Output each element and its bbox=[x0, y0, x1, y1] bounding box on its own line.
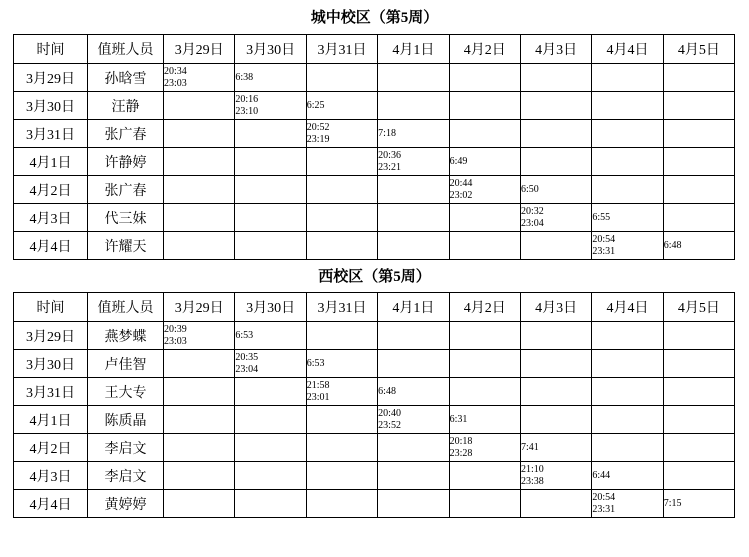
table-row bbox=[14, 322, 735, 350]
row-date-cell: 3月30日 bbox=[14, 92, 88, 120]
time-slot-cell bbox=[164, 462, 235, 490]
time-slot-cell bbox=[449, 232, 520, 260]
time-entry: 6:38 bbox=[235, 71, 254, 83]
time-slot-cell bbox=[592, 120, 663, 148]
time-slot-cell bbox=[663, 490, 734, 518]
time-slot-cell bbox=[164, 406, 235, 434]
time-slot-cell bbox=[520, 434, 591, 462]
schedule-table-2 bbox=[13, 292, 735, 518]
column-header: 3月29日 bbox=[164, 293, 235, 322]
column-header: 3月31日 bbox=[306, 35, 377, 64]
time-entry: 20:18 bbox=[449, 435, 473, 447]
column-header: 4月1日 bbox=[378, 293, 449, 322]
time-slot-cell bbox=[235, 176, 306, 204]
time-slot-cell bbox=[520, 148, 591, 176]
time-entry: 23:10 bbox=[235, 105, 259, 117]
time-entry: 6:48 bbox=[378, 385, 396, 397]
time-slot-cell bbox=[378, 120, 449, 148]
time-entry: 20:52 bbox=[306, 121, 330, 133]
time-entry: 20:54 bbox=[592, 233, 616, 245]
time-entry: 20:32 bbox=[520, 205, 544, 217]
time-slot-cell bbox=[378, 490, 449, 518]
table-row bbox=[14, 406, 735, 434]
time-slot-cell bbox=[164, 434, 235, 462]
duty-person-cell: 许静婷 bbox=[88, 148, 164, 176]
column-header: 4月3日 bbox=[520, 293, 591, 322]
time-slot-cell bbox=[306, 406, 377, 434]
time-slot-cell bbox=[592, 490, 663, 518]
column-header: 4月4日 bbox=[592, 293, 663, 322]
time-entry: 23:03 bbox=[164, 335, 187, 347]
time-slot-cell bbox=[592, 322, 663, 350]
time-slot-cell bbox=[164, 490, 235, 518]
time-slot-cell bbox=[449, 350, 520, 378]
time-slot-cell bbox=[306, 176, 377, 204]
time-slot-cell bbox=[449, 406, 520, 434]
time-entry: 6:44 bbox=[592, 469, 611, 481]
column-header: 4月1日 bbox=[378, 35, 449, 64]
row-date-cell: 4月3日 bbox=[14, 204, 88, 232]
time-slot-cell bbox=[663, 462, 734, 490]
row-date-cell: 4月2日 bbox=[14, 434, 88, 462]
row-date-cell: 4月1日 bbox=[14, 148, 88, 176]
time-entry: 20:54 bbox=[592, 491, 616, 503]
time-slot-cell bbox=[663, 350, 734, 378]
column-header: 值班人员 bbox=[88, 293, 164, 322]
time-slot-cell bbox=[663, 406, 734, 434]
time-slot-cell bbox=[592, 176, 663, 204]
time-slot-cell bbox=[378, 322, 449, 350]
duty-person-cell: 张广春 bbox=[88, 120, 164, 148]
duty-person-cell: 陈质晶 bbox=[88, 406, 164, 434]
row-date-cell: 3月31日 bbox=[14, 120, 88, 148]
row-date-cell: 4月4日 bbox=[14, 232, 88, 260]
time-slot-cell bbox=[449, 120, 520, 148]
time-slot-cell bbox=[306, 232, 377, 260]
time-slot-cell bbox=[520, 378, 591, 406]
time-slot-cell bbox=[164, 92, 235, 120]
table-row bbox=[14, 64, 735, 92]
time-slot-cell bbox=[164, 350, 235, 378]
table-header-row bbox=[14, 293, 735, 322]
time-slot-cell bbox=[449, 204, 520, 232]
time-slot-cell bbox=[306, 434, 377, 462]
time-slot-cell bbox=[663, 232, 734, 260]
time-slot-cell bbox=[378, 148, 449, 176]
time-entry: 23:02 bbox=[449, 189, 473, 201]
row-date-cell: 4月3日 bbox=[14, 462, 88, 490]
time-slot-cell bbox=[164, 64, 235, 92]
time-slot-cell bbox=[592, 434, 663, 462]
time-slot-cell bbox=[306, 148, 377, 176]
time-slot-cell bbox=[520, 64, 591, 92]
time-slot-cell bbox=[592, 148, 663, 176]
time-slot-cell bbox=[164, 378, 235, 406]
time-slot-cell bbox=[235, 322, 306, 350]
column-header: 3月29日 bbox=[164, 35, 235, 64]
row-date-cell: 3月31日 bbox=[14, 378, 88, 406]
time-slot-cell bbox=[592, 64, 663, 92]
time-slot-cell bbox=[378, 350, 449, 378]
time-slot-cell bbox=[663, 176, 734, 204]
time-entry: 20:16 bbox=[235, 93, 259, 105]
time-slot-cell bbox=[449, 434, 520, 462]
time-entry: 20:34 bbox=[164, 65, 187, 77]
column-header: 3月30日 bbox=[235, 35, 306, 64]
column-header: 4月4日 bbox=[592, 35, 663, 64]
row-date-cell: 4月4日 bbox=[14, 490, 88, 518]
time-slot-cell bbox=[235, 378, 306, 406]
time-slot-cell bbox=[449, 462, 520, 490]
column-header: 3月31日 bbox=[306, 293, 377, 322]
time-slot-cell bbox=[378, 462, 449, 490]
time-slot-cell bbox=[378, 204, 449, 232]
time-slot-cell bbox=[592, 378, 663, 406]
time-entry: 20:40 bbox=[378, 407, 401, 419]
column-header: 时间 bbox=[14, 35, 88, 64]
column-header: 4月2日 bbox=[449, 293, 520, 322]
time-slot-cell bbox=[164, 120, 235, 148]
time-slot-cell bbox=[235, 406, 306, 434]
time-slot-cell bbox=[306, 462, 377, 490]
table-row bbox=[14, 378, 735, 406]
time-slot-cell bbox=[164, 204, 235, 232]
duty-person-cell: 王大专 bbox=[88, 378, 164, 406]
column-header: 4月5日 bbox=[663, 35, 734, 64]
time-slot-cell bbox=[520, 204, 591, 232]
time-entry: 20:36 bbox=[378, 149, 401, 161]
duty-person-cell: 李启文 bbox=[88, 462, 164, 490]
time-entry: 23:04 bbox=[520, 217, 544, 229]
time-entry: 23:52 bbox=[378, 419, 401, 431]
table-row bbox=[14, 434, 735, 462]
time-entry: 23:03 bbox=[164, 77, 187, 89]
time-slot-cell bbox=[592, 350, 663, 378]
time-entry: 23:28 bbox=[449, 447, 473, 459]
time-slot-cell bbox=[520, 232, 591, 260]
time-slot-cell bbox=[306, 490, 377, 518]
time-slot-cell bbox=[520, 406, 591, 434]
time-entry: 6:49 bbox=[449, 155, 468, 167]
table-row bbox=[14, 204, 735, 232]
time-slot-cell bbox=[520, 462, 591, 490]
column-header: 4月2日 bbox=[449, 35, 520, 64]
time-slot-cell bbox=[663, 64, 734, 92]
time-slot-cell bbox=[306, 120, 377, 148]
duty-person-cell: 代三妹 bbox=[88, 204, 164, 232]
time-entry: 23:31 bbox=[592, 503, 616, 515]
time-slot-cell bbox=[520, 120, 591, 148]
schedule-table-1 bbox=[13, 34, 735, 260]
row-date-cell: 3月30日 bbox=[14, 350, 88, 378]
time-slot-cell bbox=[235, 462, 306, 490]
row-date-cell: 3月29日 bbox=[14, 64, 88, 92]
time-slot-cell bbox=[449, 176, 520, 204]
time-slot-cell bbox=[306, 350, 377, 378]
time-entry: 6:48 bbox=[663, 239, 682, 251]
time-slot-cell bbox=[235, 350, 306, 378]
time-entry: 20:35 bbox=[235, 351, 259, 363]
time-slot-cell bbox=[592, 406, 663, 434]
time-slot-cell bbox=[164, 148, 235, 176]
time-slot-cell bbox=[235, 148, 306, 176]
time-slot-cell bbox=[378, 92, 449, 120]
time-slot-cell bbox=[235, 434, 306, 462]
column-header: 4月5日 bbox=[663, 293, 734, 322]
time-slot-cell bbox=[306, 92, 377, 120]
time-slot-cell bbox=[378, 64, 449, 92]
time-slot-cell bbox=[449, 378, 520, 406]
time-slot-cell bbox=[378, 406, 449, 434]
time-entry: 7:41 bbox=[520, 441, 539, 453]
duty-person-cell: 卢佳智 bbox=[88, 350, 164, 378]
duty-person-cell: 李启文 bbox=[88, 434, 164, 462]
duty-person-cell: 汪静 bbox=[88, 92, 164, 120]
time-slot-cell bbox=[663, 148, 734, 176]
time-slot-cell bbox=[663, 322, 734, 350]
table-row bbox=[14, 490, 735, 518]
duty-person-cell: 许耀天 bbox=[88, 232, 164, 260]
table-row bbox=[14, 350, 735, 378]
time-slot-cell bbox=[449, 92, 520, 120]
time-entry: 7:15 bbox=[663, 497, 682, 509]
time-slot-cell bbox=[378, 378, 449, 406]
time-slot-cell bbox=[592, 232, 663, 260]
time-entry: 7:18 bbox=[378, 127, 396, 139]
section-title-2: 西校区（第5周） bbox=[318, 269, 431, 285]
time-slot-cell bbox=[663, 204, 734, 232]
time-slot-cell bbox=[520, 92, 591, 120]
time-entry: 20:39 bbox=[164, 323, 187, 335]
time-entry: 6:31 bbox=[449, 413, 468, 425]
time-slot-cell bbox=[235, 232, 306, 260]
time-entry: 6:50 bbox=[520, 183, 539, 195]
time-slot-cell bbox=[663, 120, 734, 148]
row-date-cell: 4月1日 bbox=[14, 406, 88, 434]
time-slot-cell bbox=[378, 232, 449, 260]
time-entry: 6:53 bbox=[235, 329, 254, 341]
time-slot-cell bbox=[235, 204, 306, 232]
time-entry: 23:04 bbox=[235, 363, 259, 375]
time-slot-cell bbox=[306, 322, 377, 350]
row-date-cell: 3月29日 bbox=[14, 322, 88, 350]
time-slot-cell bbox=[663, 434, 734, 462]
table-row bbox=[14, 120, 735, 148]
time-slot-cell bbox=[164, 232, 235, 260]
time-slot-cell bbox=[235, 490, 306, 518]
time-slot-cell bbox=[520, 350, 591, 378]
time-slot-cell bbox=[164, 176, 235, 204]
table-row bbox=[14, 176, 735, 204]
table-header-row bbox=[14, 35, 735, 64]
time-slot-cell bbox=[164, 322, 235, 350]
time-entry: 23:19 bbox=[306, 133, 330, 145]
table-row bbox=[14, 232, 735, 260]
time-slot-cell bbox=[592, 204, 663, 232]
table-row bbox=[14, 462, 735, 490]
row-date-cell: 4月2日 bbox=[14, 176, 88, 204]
time-entry: 21:10 bbox=[520, 463, 544, 475]
time-slot-cell bbox=[306, 204, 377, 232]
column-header: 时间 bbox=[14, 293, 88, 322]
time-slot-cell bbox=[306, 64, 377, 92]
time-slot-cell bbox=[592, 92, 663, 120]
time-slot-cell bbox=[235, 120, 306, 148]
time-slot-cell bbox=[306, 378, 377, 406]
time-slot-cell bbox=[235, 64, 306, 92]
time-slot-cell bbox=[592, 462, 663, 490]
time-slot-cell bbox=[663, 378, 734, 406]
time-entry: 6:55 bbox=[592, 211, 611, 223]
column-header: 4月3日 bbox=[520, 35, 591, 64]
duty-person-cell: 燕梦蝶 bbox=[88, 322, 164, 350]
table-row bbox=[14, 92, 735, 120]
time-slot-cell bbox=[520, 490, 591, 518]
table-row bbox=[14, 148, 735, 176]
time-entry: 23:21 bbox=[378, 161, 401, 173]
time-slot-cell bbox=[235, 92, 306, 120]
time-slot-cell bbox=[378, 176, 449, 204]
column-header: 值班人员 bbox=[88, 35, 164, 64]
column-header: 3月30日 bbox=[235, 293, 306, 322]
time-slot-cell bbox=[520, 322, 591, 350]
time-slot-cell bbox=[449, 490, 520, 518]
time-slot-cell bbox=[449, 148, 520, 176]
time-entry: 21:58 bbox=[306, 379, 330, 391]
time-entry: 23:38 bbox=[520, 475, 544, 487]
duty-person-cell: 孙晗雪 bbox=[88, 64, 164, 92]
duty-person-cell: 张广春 bbox=[88, 176, 164, 204]
time-slot-cell bbox=[520, 176, 591, 204]
time-entry: 23:01 bbox=[306, 391, 330, 403]
time-slot-cell bbox=[663, 92, 734, 120]
time-slot-cell bbox=[449, 64, 520, 92]
time-slot-cell bbox=[378, 434, 449, 462]
time-entry: 23:31 bbox=[592, 245, 616, 257]
time-entry: 6:53 bbox=[306, 357, 325, 369]
time-entry: 6:25 bbox=[306, 99, 325, 111]
duty-person-cell: 黄婷婷 bbox=[88, 490, 164, 518]
section-title-1: 城中校区（第5周） bbox=[310, 10, 439, 26]
time-slot-cell bbox=[449, 322, 520, 350]
time-entry: 20:44 bbox=[449, 177, 473, 189]
